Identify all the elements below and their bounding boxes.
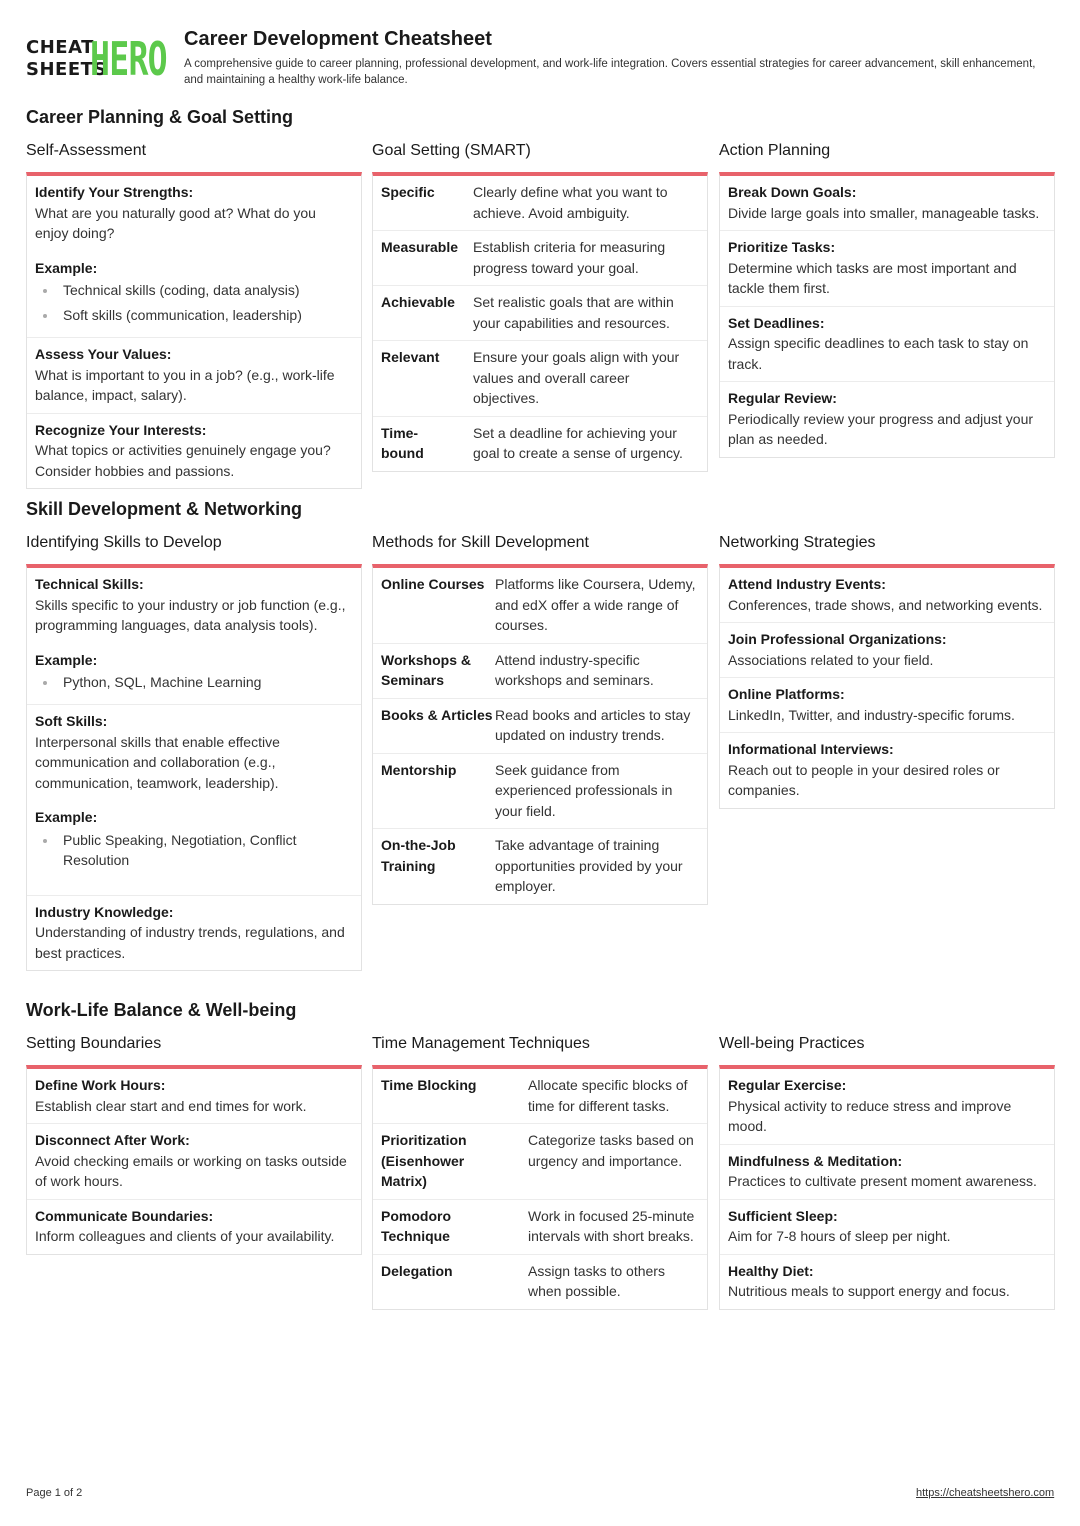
card-time-management (372, 1065, 708, 1310)
list-item (720, 306, 1054, 382)
row-term: Workshops & Seminars (381, 651, 471, 688)
item-label: Regular Review: (728, 390, 837, 406)
column-title-setting-boundaries: Setting Boundaries (26, 1035, 162, 1052)
row-term: Mentorship (381, 761, 457, 778)
row-term: Achievable (381, 294, 455, 310)
row-term: Delegation (381, 1262, 453, 1279)
list-item (27, 895, 361, 971)
page-description: A comprehensive guide to career planning, professional development, and work-life integration. Covers essential strategies for career advancement, skill enhancement, and maintaining a healthy work-life balance. (184, 58, 1036, 86)
row-definition: Allocate specific blocks of time for different tasks. (528, 1077, 688, 1114)
item-text: Reach out to people in your desired roles or companies. (728, 761, 1000, 798)
column-title-networking: Networking Strategies (719, 534, 876, 551)
row-definition: Categorize tasks based on urgency and importance. (528, 1132, 694, 1169)
item-text: Avoid checking emails or working on tasks outside of work hours. (35, 1152, 347, 1189)
table-row (373, 753, 707, 829)
column-title-methods: Methods for Skill Development (372, 534, 589, 551)
item-label: Join Professional Organizations: (728, 631, 947, 647)
card-networking-strategies (719, 564, 1055, 809)
item-label: Industry Knowledge: (35, 903, 174, 920)
item-label: Assess Your Values: (35, 346, 172, 362)
row-definition: Ensure your goals align with your values and overall career objectives. (473, 349, 680, 406)
table-row (373, 176, 707, 230)
item-label: Set Deadlines: (728, 314, 825, 331)
row-definition: Establish criteria for measuring progress toward your goal. (473, 239, 666, 276)
column-title-identifying-skills: Identifying Skills to Develop (26, 534, 222, 551)
row-term: Specific (381, 184, 435, 200)
item-text: Inform colleagues and clients of your availability. (35, 1228, 335, 1244)
item-label: Sufficient Sleep: (728, 1207, 838, 1224)
item-label: Define Work Hours: (35, 1077, 166, 1093)
item-text: Aim for 7-8 hours of sleep per night. (728, 1228, 951, 1244)
list-item (720, 732, 1054, 808)
table-row (373, 340, 707, 416)
column-title-time-management: Time Management Techniques (372, 1035, 590, 1052)
example-label: Example: (35, 809, 98, 825)
row-definition: Read books and articles to stay updated on industry trends. (495, 706, 691, 743)
list-item (27, 337, 361, 413)
card-setting-boundaries (26, 1065, 362, 1255)
list-item (27, 1069, 361, 1123)
item-text: Interpersonal skills that enable effective communication and collaboration (e.g., communication, teamwork, leadership). (35, 733, 280, 791)
row-definition: Seek guidance from experienced professionals in your field. (495, 761, 673, 819)
row-term: Relevant (381, 349, 440, 365)
example-list (35, 830, 353, 870)
item-label: Online Platforms: (728, 686, 845, 702)
page-header (26, 28, 1056, 88)
item-text: Understanding of industry trends, regulations, and best practices. (35, 924, 345, 961)
table-row (373, 568, 707, 643)
table-row (373, 1069, 707, 1123)
example-list (35, 672, 353, 692)
item-label: Soft Skills: (35, 713, 108, 729)
item-text: Practices to cultivate present moment awareness. (728, 1173, 1037, 1189)
table-row (373, 1254, 707, 1309)
item-label: Regular Exercise: (728, 1077, 847, 1093)
row-term: On-the-Job Training (381, 837, 456, 874)
card-self-assessment (26, 172, 362, 489)
column-title-well-being: Well-being Practices (719, 1035, 865, 1052)
row-term: Online Courses (381, 576, 485, 592)
row-term: Time Blocking (381, 1077, 477, 1093)
column-title-self-assessment: Self-Assessment (26, 142, 147, 159)
cheatsheets-hero-logo[interactable] (26, 32, 176, 86)
bullet-item: Public Speaking, Negotiation, Conflict Resolution (63, 830, 353, 870)
row-definition: Clearly define what you want to achieve. Avoid ambiguity. (473, 184, 668, 221)
list-item (720, 568, 1054, 622)
table-row (373, 285, 707, 340)
row-definition: Take advantage of training opportunities provided by your employer. (495, 837, 683, 894)
item-text: What are you naturally good at? What do you enjoy doing? (35, 204, 316, 241)
item-text: Periodically review your progress and adjust your plan as needed. (728, 410, 1034, 447)
item-label: Recognize Your Interests: (35, 421, 207, 438)
column-title-action-planning: Action Planning (719, 142, 831, 159)
list-item (27, 176, 361, 337)
list-item (720, 1254, 1054, 1309)
item-label: Break Down Goals: (728, 184, 857, 200)
page-title: Career Development Cheatsheet (184, 28, 492, 50)
bullet-item: Python, SQL, Machine Learning (63, 672, 353, 692)
table-row (373, 230, 707, 285)
item-label: Disconnect After Work: (35, 1132, 190, 1148)
logo-wordmark: CHEAT SHEETS (26, 37, 107, 80)
row-term: Pomodoro Technique (381, 1207, 451, 1244)
item-text: Conferences, trade shows, and networking events. (728, 596, 1043, 613)
section-title-career-planning: Career Planning & Goal Setting (26, 107, 294, 127)
list-item (720, 1199, 1054, 1254)
item-label: Technical Skills: (35, 576, 144, 592)
item-text: Skills specific to your industry or job function (e.g., programming languages, data analysis tools). (35, 596, 346, 633)
item-label: Identify Your Strengths: (35, 184, 194, 200)
table-row (373, 643, 707, 698)
row-term: Books & Articles (381, 706, 493, 723)
item-text: Physical activity to reduce stress and improve mood. (728, 1097, 1012, 1134)
row-definition: Set a deadline for achieving your goal to create a sense of urgency. (473, 424, 683, 461)
card-methods-skill-development (372, 564, 708, 905)
example-list (35, 280, 353, 325)
item-text: What topics or activities genuinely engage you? Consider hobbies and passions. (35, 442, 331, 479)
list-item (720, 176, 1054, 230)
table-row (373, 828, 707, 904)
item-label: Communicate Boundaries: (35, 1207, 214, 1224)
row-definition: Platforms like Coursera, Udemy, and edX offer a wide range of courses. (495, 576, 696, 633)
item-text: What is important to you in a job? (e.g., work-life balance, impact, salary). (35, 366, 335, 403)
list-item (27, 568, 361, 704)
item-text: Assign specific deadlines to each task to stay on track. (728, 335, 1029, 372)
list-item (720, 1069, 1054, 1144)
list-item (720, 622, 1054, 677)
card-well-being (719, 1065, 1055, 1310)
item-label: Informational Interviews: (728, 741, 894, 757)
row-term: Prioritization (Eisenhower Matrix) (381, 1132, 467, 1189)
section-title-skill-development: Skill Development & Networking (26, 499, 303, 519)
table-row (373, 1123, 707, 1199)
row-definition: Set realistic goals that are within your capabilities and resources. (473, 294, 674, 331)
site-link[interactable]: https://cheatsheetshero.com (916, 1487, 1055, 1499)
item-text: Establish clear start and end times for work. (35, 1097, 307, 1114)
item-text: Divide large goals into smaller, manageable tasks. (728, 204, 1040, 221)
example-label: Example: (35, 651, 98, 668)
page-number: Page 1 of 2 (26, 1487, 83, 1499)
row-term: Time-bound (381, 424, 424, 461)
item-text: LinkedIn, Twitter, and industry-specific forums. (728, 706, 1015, 723)
table-row (373, 698, 707, 753)
table-row (373, 416, 707, 471)
item-label: Prioritize Tasks: (728, 239, 836, 255)
card-identifying-skills (26, 564, 362, 971)
list-item (720, 381, 1054, 457)
card-action-planning (719, 172, 1055, 458)
list-item (720, 230, 1054, 306)
bullet-item: Soft skills (communication, leadership) (63, 305, 353, 325)
table-row (373, 1199, 707, 1254)
list-item (720, 677, 1054, 732)
section-title-work-life-balance: Work-Life Balance & Well-being (26, 1000, 297, 1020)
list-item (27, 413, 361, 489)
item-text: Nutritious meals to support energy and focus. (728, 1283, 1010, 1299)
list-item (720, 1144, 1054, 1199)
row-term: Measurable (381, 239, 459, 255)
item-label: Attend Industry Events: (728, 576, 886, 592)
item-text: Associations related to your field. (728, 651, 934, 668)
list-item (27, 704, 361, 895)
item-label: Healthy Diet: (728, 1262, 814, 1279)
row-definition: Work in focused 25-minute intervals with short breaks. (528, 1207, 695, 1244)
list-item (27, 1123, 361, 1199)
logo-hero-text: HERO (90, 32, 167, 86)
list-item (27, 1199, 361, 1254)
row-definition: Attend industry-specific workshops and seminars. (495, 651, 654, 688)
example-label: Example: (35, 259, 98, 276)
card-goal-setting-smart (372, 172, 708, 472)
item-label: Mindfulness & Meditation: (728, 1152, 903, 1169)
item-text: Determine which tasks are most important and tackle them first. (728, 259, 1017, 296)
column-title-goal-setting: Goal Setting (SMART) (372, 142, 531, 159)
row-definition: Assign tasks to others when possible. (528, 1262, 665, 1299)
bullet-item: Technical skills (coding, data analysis) (63, 280, 353, 300)
